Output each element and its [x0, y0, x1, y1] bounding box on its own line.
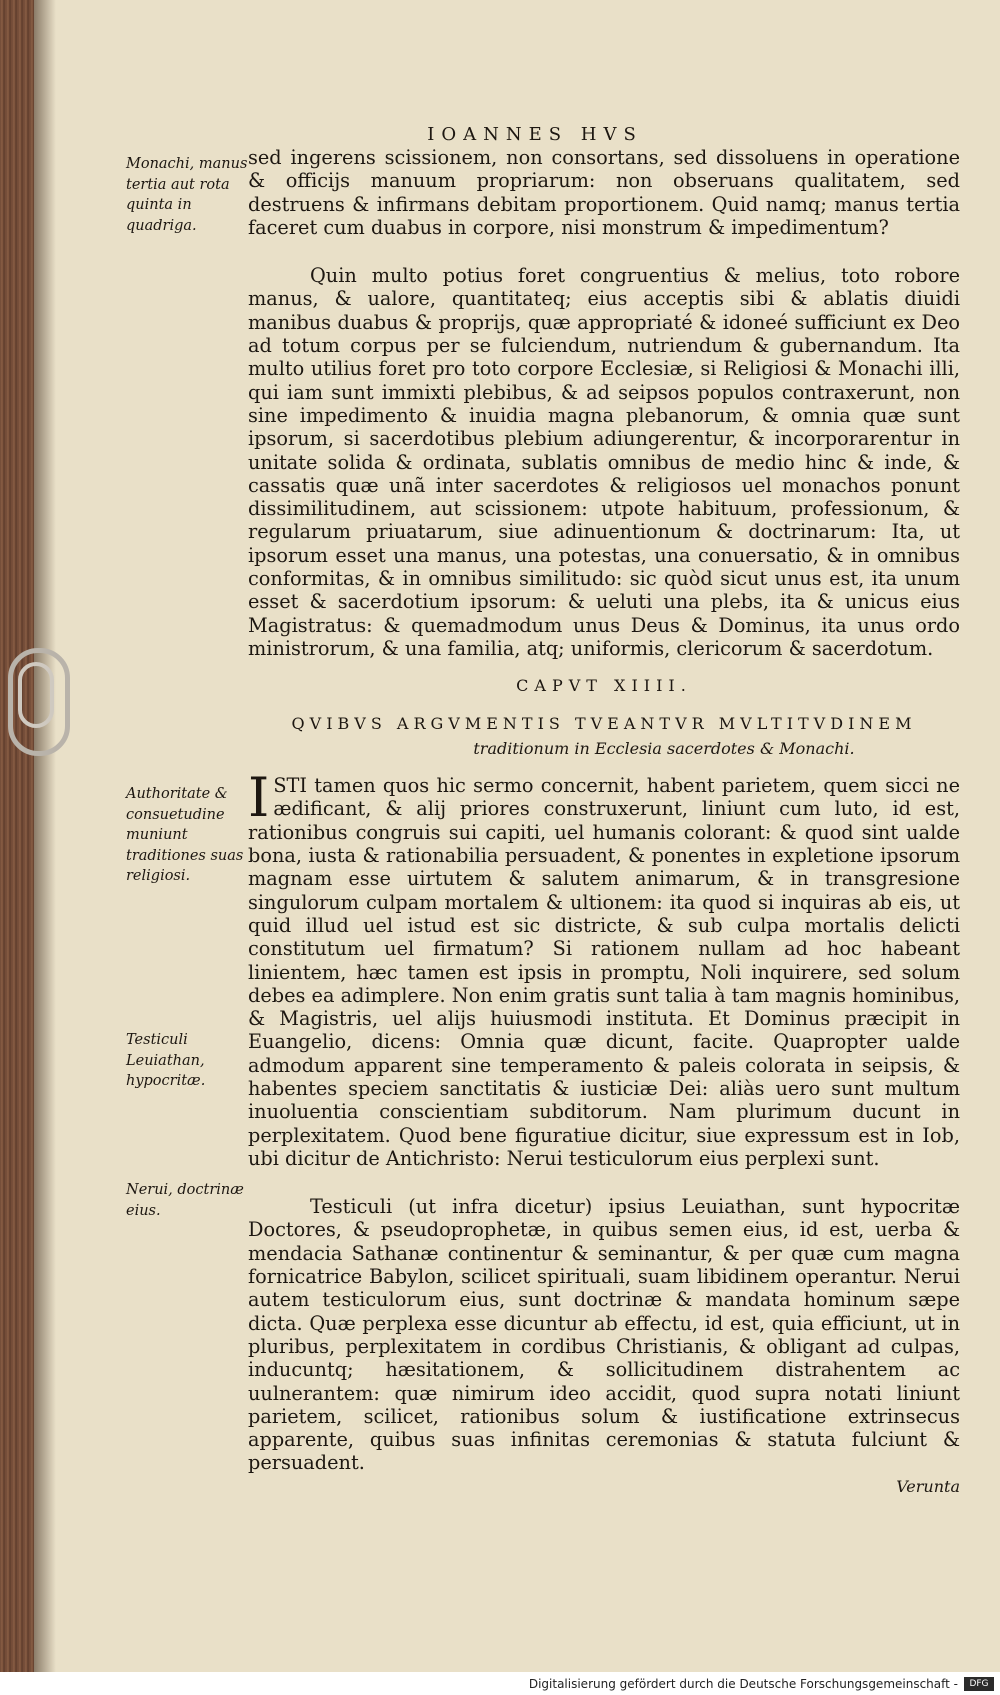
paragraph: sed ingerens scissionem, non consortans, sed dissoluens in operatione & officijs manuum propriarum: non obseruans qualitatem, sed destruens & infirmans debitam proportionem. Quid namq; manus tertia faceret cum duabus in corpore, nisi monstrum & impedimentum?	[248, 146, 960, 239]
paragraph: Testiculi (ut infra dicetur) ipsius Leuiathan, sunt hypocritæ Doctores, & pseudoprophetæ, in quibus semen eius, id est, uerba & mendacia Sathanæ continentur & seminantur, & per quæ cum magna fornicatrice Babylon, scilicet spirituali, suam libidinem operantur. Nerui autem testiculorum eius, sunt doctrinæ & mandata hominum sæpe dicta. Quæ perplexa esse dicuntur ab effectu, id est, quia efficiunt, ut in pluribus, perplexitatem in cordibus Christianis, & obligant ad culpas, inducuntq; hæsitationem, & sollicitudinem distrahentem ac uulnerantem: quæ nimirum ideo accidit, quod supra notati liniunt parietem, scilicet, rationibus solum & iustificatione extrinsecus apparente, quibus suas infinitas ceremonias & statuta fulciunt & persuadent.	[248, 1195, 960, 1475]
margin-note: Nerui, doctrinæ eius.	[126, 1182, 244, 1219]
margin-note: Authoritate & consuetudine muniunt traditiones suas religiosi.	[126, 786, 244, 884]
paper-clip-inner	[18, 662, 54, 728]
paragraph-text: STI tamen quos hic sermo concernit, habent parietem, quem sicci ne ædificant, & alij priores construxerunt, liniunt cum luto, id est, rationibus congruis sui capiti, uel humanis colorant: & quod sint ualde bona, iusta & rationabilia persuadent, & ponentes in expletione ipsorum magnam esse uirtutem & salutem animarum, & in transgresione singulorum culpam mortalem & ultionem: ita quod si inquiras ab eis, ut quid illud uel istud est sic districte, & sub culpa mortalis delicti constitutum uel firmatum? Si rationem nullam ad hoc habeant linientem, hæc tamen est ipsis in promptu, Noli inquirere, sed solum debes ea adimplere. Non enim gratis sunt talia à tam magnis hominibus, & Magistris, uel alijs huiusmodi instituta. Et Dominus præcipit in Euangelio, dicens: Omnia quæ dicunt, facite. Quapropter ualde admodum apparent sine temperamento & paleis colorata in seipsis, & habentes speciem sanctitatis & iusticiæ Dei: aliàs uero sunt multum inuoluentia conscientiam subditorum. Nam plurimum ducunt in perplexitatem. Quod bene figuratiue dicitur, siue expressum est in Iob, ubi dicitur de Antichristo: Nerui testiculorum eius perplexi sunt.	[248, 774, 960, 1170]
footer-bar	[0, 1675, 1000, 1695]
dfg-logo: DFG	[964, 1677, 994, 1691]
catchword: Verunta	[896, 1476, 960, 1496]
drop-cap: I	[248, 766, 270, 830]
margin-note: Monachi, manus tertia aut rota quinta in quadriga.	[126, 156, 248, 234]
chapter-heading: CAPVT XIIII.	[516, 676, 692, 696]
margin-note: Testiculi Leuiathan, hypocritæ.	[126, 1032, 206, 1089]
footer-credit: Digitalisierung gefördert durch die Deutsche Forschungsgemeinschaft -	[528, 1677, 958, 1691]
running-title: IOANNES HVS	[427, 124, 643, 145]
paragraph: Quin multo potius foret congruentius & melius, toto robore manus, & ualore, quantitateq; eius acceptis sibi & ablatis diuidi manibus duabus & proprijs, quæ appropriaté & idoneé sufficiunt ex Deo ad totum corpus per se fulciendum, nutriendum & gubernandum. Ita multo utilius foret pro toto corpore Ecclesiæ, si Religiosi & Monachi illi, qui iam sunt immixti plebibus, & ad seipsos populos contraxerunt, non sine impedimento & inuidia magna plebanorum, & omnia quæ sunt ipsorum, si sacerdotibus plebium adiungerentur, & incorporarentur in unitate solida & ordinata, sublatis omnibus de medio hinc & inde, & cassatis quæ unã inter sacerdotes & religiosos uel monachos ponunt dissimilitudinem, aut scissionem: utpote habituum, professionum, & regularum priuatarum, siue adinuentionum & doctrinarum: Ita, ut ipsorum esset una manus, una potestas, una conuersatio, & in omnibus conformitas, & in omnibus similitudo: sic quòd sicut unus est, ita unum esset & sacerdotium ipsorum: & ueluti una plebs, ita & unicus eius Magistratus: & quemadmodum unus Deus & Dominus, ita unus ordo ministrorum, & una familia, atq; uniformis, clericorum & sacerdotum.	[248, 264, 960, 660]
gutter-shadow	[34, 0, 56, 1672]
chapter-subtitle: traditionum in Ecclesia sacerdotes & Monachi.	[473, 738, 855, 758]
paragraph	[248, 766, 960, 1170]
running-header	[0, 124, 1000, 145]
main-text	[248, 146, 960, 1498]
page-edge	[0, 0, 34, 1672]
chapter-title: QVIBVS ARGVMENTIS TVEANTVR MVLTITVDINEM	[291, 713, 917, 733]
